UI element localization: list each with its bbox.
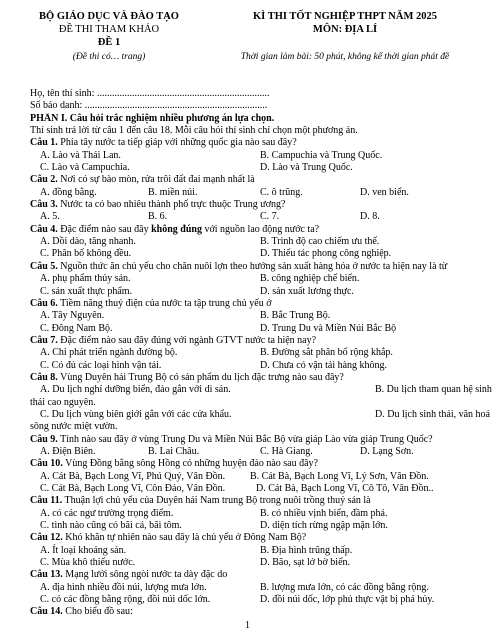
option-a: A. phụ phẩm thủy sản.: [40, 273, 131, 285]
option-c: C. sản xuất thực phẩm.: [40, 285, 133, 297]
question-2-options: [30, 187, 485, 199]
option-d: D. 8.: [360, 211, 380, 223]
option-d: D. Lào và Trung Quốc.: [260, 162, 353, 174]
option-b: B. Du lịch tham quan hệ sinh: [375, 384, 492, 396]
question-7-options-row2: [30, 360, 485, 372]
question-8-options-row2: [30, 408, 490, 421]
option-b: B. lượng mưa lớn, có các đồng bằng rộng.: [260, 581, 429, 593]
question-4-options-row2: [30, 248, 485, 260]
option-b: B. Lai Châu.: [148, 445, 200, 457]
question-4-options-row1: [30, 236, 485, 248]
option-d: D. Du lịch sinh thái, văn hoá: [375, 408, 490, 420]
exam-code: ĐỀ 1: [97, 37, 121, 48]
option-b: B. Địa hình trũng thấp.: [260, 544, 353, 556]
option-c: C. có các đồng bằng rộng, đồi núi dốc lớn.: [40, 594, 211, 606]
question-8-option-b-cont: thái cao nguyên.: [30, 396, 96, 408]
question-12-options-row1: [30, 545, 485, 557]
option-c: C. Du lịch vùng biên giới gắn với các cửa khẩu.: [40, 408, 232, 420]
option-c: C. Hà Giang.: [260, 445, 313, 457]
option-a: A. Lào và Thái Lan.: [40, 149, 121, 161]
question-5: Câu 5. Nguồn thức ăn chủ yếu cho chăn nuôi lợn theo hướng sản xuất hàng hóa ở nước ta hiện nay là từ: [30, 260, 448, 272]
question-5-options-row1: [30, 273, 485, 285]
candidate-name-line: Họ, tên thí sinh: .....................................................................: [30, 88, 270, 99]
option-c: C. Phân bố không đều.: [40, 248, 132, 260]
option-b: B. công nghiệp chế biến.: [260, 273, 360, 285]
exam-title: KÌ THI TỐT NGHIỆP THPT NĂM 2025: [253, 11, 437, 22]
candidate-id-line: Số báo danh: .........................................................................: [30, 100, 268, 112]
option-c: C. Cát Bà, Bạch Long Vĩ, Côn Đảo, Vân Đồn.: [40, 483, 226, 494]
option-d: D. đồi núi dốc, lớp phủ thực vật bị phá hủy.: [260, 594, 435, 606]
option-b: B. miền núi.: [148, 186, 198, 198]
question-3-options: [30, 211, 485, 223]
option-d: D. Trung Du và Miền Núi Bắc Bộ: [260, 322, 397, 334]
option-b: B. Đường sắt phân bố rộng khắp.: [260, 347, 393, 359]
part-title: PHẦN I. Câu hỏi trắc nghiệm nhiều phương án lựa chọn.: [30, 112, 275, 124]
question-6-options-row2: [30, 323, 485, 335]
option-b: B. Bắc Trung Bộ.: [260, 310, 331, 322]
option-a: A. Dồi dào, tăng nhanh.: [40, 236, 136, 248]
option-c: C. 7.: [260, 211, 280, 223]
question-13-options-row1: [30, 582, 485, 594]
option-b: B. Trình độ cao chiếm ưu thế.: [260, 236, 380, 248]
option-a: A. Ít loại khoáng sản.: [40, 544, 127, 556]
exam-body: [30, 88, 492, 619]
option-a: A. có các ngư trường trọng điểm.: [40, 507, 174, 519]
question-8-option-d-cont: sông nước miệt vườn.: [30, 421, 118, 433]
option-a: A. Chỉ phát triển ngành đường bộ.: [40, 347, 178, 359]
option-a: A. đồng bằng.: [40, 186, 97, 198]
question-4: Câu 4. Đặc điểm nào sau đây không đúng với nguồn lao động nước ta?: [30, 223, 320, 235]
option-d: D. ven biển.: [360, 186, 409, 198]
question-7: Câu 7. Đặc điểm nào sau đây đúng với ngành GTVT nước ta hiện nay?: [30, 334, 317, 346]
exam-type: ĐỀ THI THAM KHẢO: [58, 24, 160, 35]
question-1-options-row1: [30, 150, 485, 162]
part-instructions: Thí sinh trả lời từ câu 1 đến câu 18. Mỗi câu hỏi thí sinh chỉ chọn một phương án.: [30, 125, 358, 137]
option-a: A. Tây Nguyên.: [40, 310, 105, 322]
page-count-note: (Đề thi có… trang): [72, 52, 146, 62]
option-b: B. 6.: [148, 211, 168, 223]
question-11-options-row1: [30, 508, 485, 520]
option-c: C. Lào và Campuchia.: [40, 162, 130, 174]
option-b: B. Campuchia và Trung Quốc.: [260, 149, 383, 161]
exam-header: [0, 6, 495, 86]
question-11-options-row2: [30, 520, 485, 532]
question-10-options-row1: [30, 471, 485, 483]
option-d: D. Cát Bà, Bạch Long Vĩ, Cô Tô, Vân Đồn..: [256, 483, 434, 494]
question-5-options-row2: [30, 286, 485, 298]
question-13-options-row2: [30, 594, 485, 606]
question-9: Câu 9. Tỉnh nào sau đây ở vùng Trung Du và Miền Núi Bắc Bộ vừa giáp Lào vừa giáp Trung Quốc?: [30, 433, 433, 445]
question-1-options-row2: [30, 162, 485, 174]
question-14: Câu 14. Cho biểu đồ sau:: [30, 606, 133, 618]
page-number: 1: [245, 620, 250, 631]
question-13: Câu 13. Mạng lưới sông ngòi nước ta dày đặc do: [30, 569, 228, 581]
question-12: Câu 12. Khó khăn tự nhiên nào sau đây là chủ yếu ở Đông Nam Bộ?: [30, 532, 307, 544]
option-a: A. Du lịch nghỉ dưỡng biển, đảo gắn với di sản.: [40, 384, 231, 396]
option-c: C. Mùa khô thiếu nước.: [40, 557, 136, 569]
question-6: Câu 6. Tiềm năng thuỷ điện của nước ta tập trung chủ yếu ở: [30, 297, 272, 309]
option-d: D. sản xuất lương thực.: [260, 285, 354, 297]
option-a: A. Cát Bà, Bạch Long Vĩ, Phú Quý, Vân Đồn.: [40, 470, 226, 482]
option-d: D. Bão, sạt lở bờ biển.: [260, 557, 351, 569]
question-8-options-row1: [30, 384, 492, 396]
option-a: A. địa hình nhiều đồi núi, lượng mưa lớn.: [40, 581, 207, 593]
option-d: D. Chưa có vận tải hàng không.: [260, 359, 388, 371]
question-3: Câu 3. Nước ta có bao nhiêu thành phố trực thuộc Trung ương?: [30, 199, 286, 211]
option-c: C. tình nào cũng có bãi cá, bãi tôm.: [40, 520, 182, 532]
question-11: Câu 11. Thuận lợi chủ yếu của Duyên hải Nam trung Bộ trong nuôi trồng thuỷ sản là: [30, 495, 371, 507]
time-limit: Thời gian làm bài: 50 phút, không kể thời gian phát đề: [240, 52, 450, 62]
option-a: A. Điện Biên.: [40, 445, 96, 457]
question-12-options-row2: [30, 557, 485, 569]
question-10: Câu 10. Vùng Đồng bằng sông Hồng có những huyện đảo nào sau đây?: [30, 458, 318, 470]
option-c: C. Có đủ các loại hình vận tải.: [40, 359, 162, 371]
option-c: C. Đông Nam Bộ.: [40, 322, 113, 334]
option-c: C. ô trũng.: [260, 186, 303, 198]
question-10-options-row2: [30, 483, 485, 495]
option-d: D. Thiếu tác phong công nghiệp.: [260, 248, 392, 260]
option-b: B. có nhiều vịnh biển, đầm phá.: [260, 507, 388, 519]
subject-name: MÔN: ĐỊA LÍ: [312, 24, 378, 35]
question-9-options: [30, 446, 485, 458]
option-d: D. Lạng Sơn.: [360, 445, 414, 457]
question-6-options-row1: [30, 310, 485, 322]
question-7-options-row1: [30, 347, 485, 359]
option-b: B. Cát Bà, Bạch Long Vĩ, Lý Sơn, Vân Đồn.: [250, 470, 429, 482]
ministry-name: BỘ GIÁO DỤC VÀ ĐÀO TẠO: [39, 11, 179, 22]
option-d: D. diện tích rừng ngập mặn lớn.: [260, 520, 388, 532]
question-8: Câu 8. Vùng Duyên hải Trung Bộ có sản phẩm du lịch đặc trưng nào sau đây?: [30, 371, 344, 383]
question-2: Câu 2. Nơi có sự bào mòn, rửa trôi đất đai mạnh nhất là: [30, 174, 255, 186]
option-a: A. 5.: [40, 211, 60, 223]
question-1: Câu 1. Phía tây nước ta tiếp giáp với những quốc gia nào sau đây?: [30, 137, 297, 149]
